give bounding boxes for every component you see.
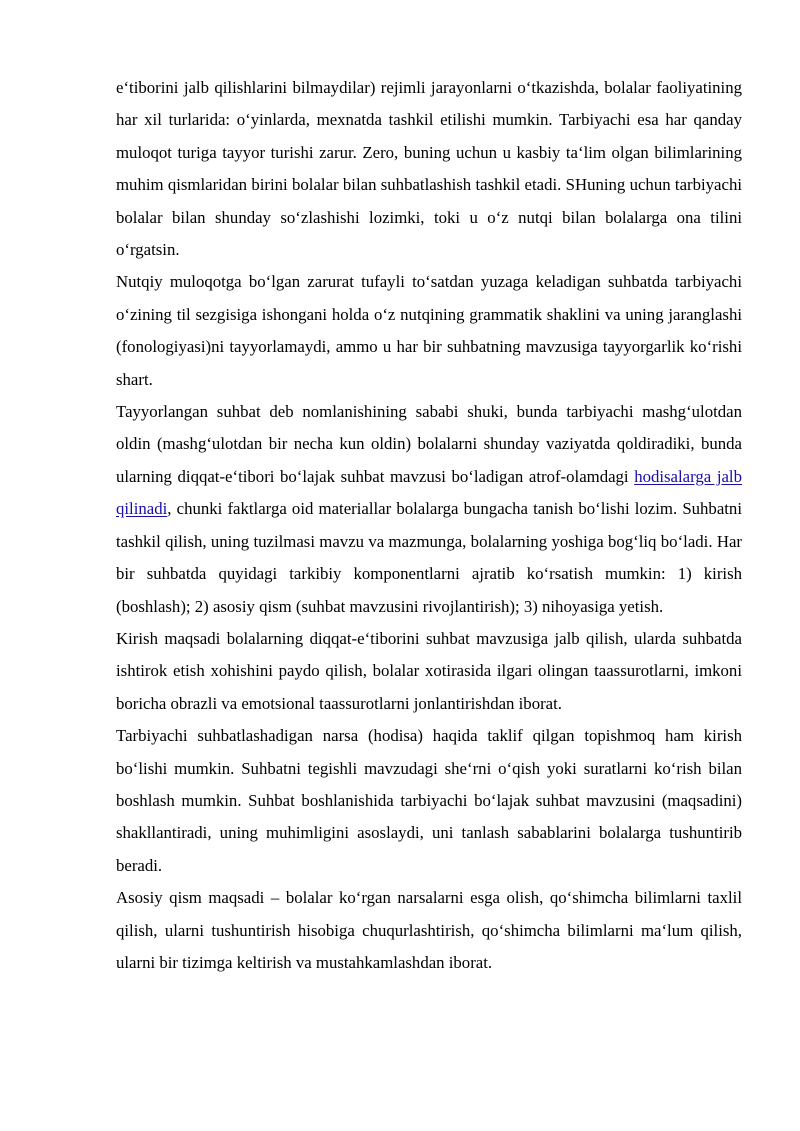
- paragraph-3: [116, 396, 742, 623]
- paragraph-3-text-after-link: , chunki faktlarga oid materiallar bolalarga bungacha tanish bo‘lishi lozim. Suhbatni tashkil qilish, uning tuzilmasi mavzu va mazmunga, bolalarning yoshiga bog‘liq bo‘ladi. Har bir suhbatda quyidagi tarkibiy komponentlarni ajratib ko‘rsatish mumkin: 1) kirish (boshlash); 2) asosiy qism (suhbat mavzusini rivojlantirish); 3) nihoyasiga yetish.: [116, 499, 742, 616]
- paragraph-1: e‘tiborini jalb qilishlarini bilmaydilar) rejimli jarayonlarni o‘tkazishda, bolalar faoliyatining har xil turlarida: o‘yinlarda, mexnatda tashkil etilishi mumkin. Tarbiyachi esa har qanday muloqot turiga tayyor turishi zarur. Zero, buning uchun u kasbiy ta‘lim olgan bilimlarining muhim qismlaridan birini bolalar bilan suhbatlashish tashkil etadi. SHuning uchun tarbiyachi bolalar bilan shunday so‘zlashishi lozimki, toki u o‘z nutqi bilan bolalarga ona tilini o‘rgatsin.: [116, 78, 742, 260]
- paragraph-2: Nutqiy muloqotga bo‘lgan zarurat tufayli to‘satdan yuzaga keladigan suhbatda tarbiyachi o‘zining til sezgisiga ishongani holda o‘z nutqining grammatik shaklini va uning jaranglashi (fonologiyasi)ni tayyorlamaydi, ammo u har bir suhbatning mavzusiga tayyorgarlik ko‘rishi shart.: [116, 272, 742, 389]
- hodisalar-link[interactable]: hodisalarga jalb qilinadi: [116, 466, 742, 519]
- paragraph-5: Tarbiyachi suhbatlashadigan narsa (hodisa) haqida taklif qilgan topishmoq ham kirish bo‘lishi mumkin. Suhbatni tegishli mavzudagi she‘rni o‘qish yoki suratlarni ko‘rish bilan boshlash mumkin. Suhbat boshlanishida tarbiyachi bo‘lajak suhbat mavzusini (maqsadini) shakllantiradi, uning muhimligini asoslaydi, uni tanlash sabablarini bolalarga tushuntirib beradi.: [116, 726, 742, 875]
- paragraph-3-text-before-link: Tayyorlangan suhbat deb nomlanishining sababi shuki, bunda tarbiyachi mashg‘ulotdan oldin (mashg‘ulotdan bir necha kun oldin) bolalarni shunday vaziyatda qoldiradiki, bunda ularning diqqat-e‘tibori bo‘lajak suhbat mavzusi bo‘ladigan atrof-olamdagi: [116, 402, 742, 486]
- document-page: [116, 72, 742, 979]
- paragraph-6: Asosiy qism maqsadi – bolalar ko‘rgan narsalarni esga olish, qo‘shimcha bilimlarni taxlil qilish, ularni tushuntirish hisobiga chuqurlashtirish, qo‘shimcha bilimlarni ma‘lum qilish, ularni bir tizimga keltirish va mustahkamlashdan iborat.: [116, 888, 742, 972]
- paragraph-4: Kirish maqsadi bolalarning diqqat-e‘tiborini suhbat mavzusiga jalb qilish, ularda suhbatda ishtirok etish xohishini paydo qilish, bolalar xotirasida ilgari olingan taassurotlarni, imkoni boricha obrazli va emotsional taassurotlarni jonlantirishdan iborat.: [116, 628, 742, 713]
